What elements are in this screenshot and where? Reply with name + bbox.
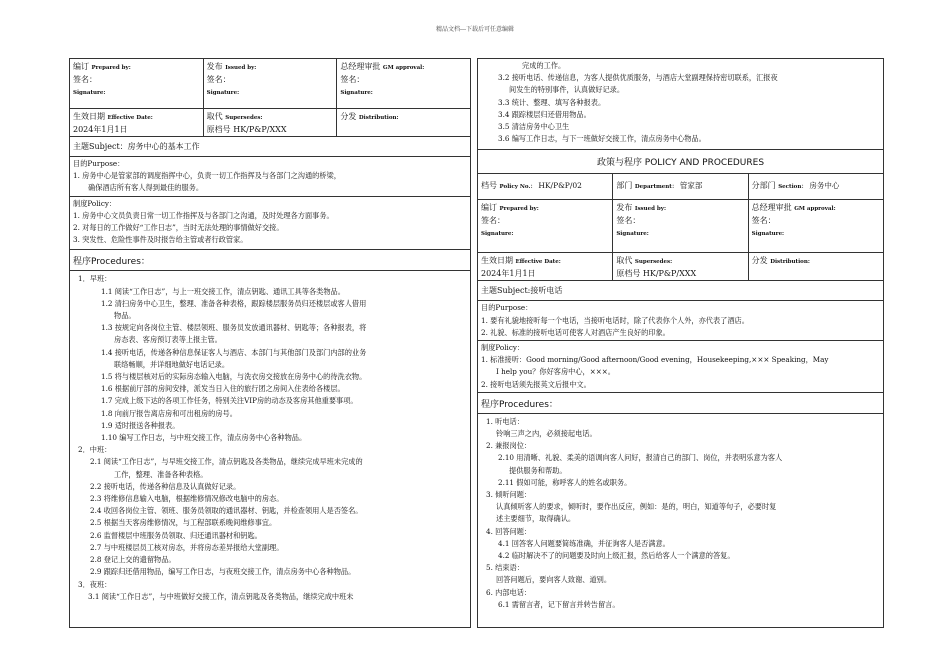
procedure-line: 2.7 与中班楼层员工核对房态，并将房态差异报给大堂副理。 [90,542,284,552]
procedure-line: 2.6 监督楼层中班服务员领取、归还通讯器材和钥匙。 [90,530,262,540]
section-cell: 分部门 Section： 房务中心 [751,181,840,191]
procedure-line: 3．夜班： [78,579,112,589]
procedure-line: 1.6 根据前厅部的房间安排，派发当日入住的旅行团之房间入住表给各楼层。 [101,384,345,394]
procedure-line: 2.5 根据当天客房维修情况，与工程部联系晚间维修事宜。 [90,518,277,528]
procedure-line: 4.2 临时解决不了的问题要及时向上级汇报，然后给客人一个满意的答复。 [498,551,735,561]
procedure-line: 5. 结束语： [486,563,524,573]
right-document-page [477,58,884,628]
procedure-line: 1.5 将与楼层核对后的实际房态输入电脑，与洗衣房交接放在房务中心的待洗衣物。 [101,372,367,382]
issued-by-cell: 发布 Issued by: 签名： Signature: [204,59,338,108]
policy-section: 制度Policy： 1. 标准接听：Good morning/Good afternoon/Good evening，Housekeeping,××× Speaking，May I help you？你好客房中心，×××。 2. 接听电话须先报英文后报中文。 [478,341,883,393]
procedure-line: 2.11 假如可能，称呼客人的姓名或职务。 [498,477,632,487]
policy-section: 制度Policy： 1. 房务中心文员负责日常一切工作指挥及与各部门之沟通，及时处理各方面事务。 2. 对每日的工作做好“工作日志”，当时无法处理的事情做好交接。 3. 突发性、危险性事件及时报告给主管或者行政管家。 [70,197,470,251]
procedure-line: 3.5 清洁房务中心卫生 [498,122,570,132]
procedure-line: 3. 倾听问题： [486,490,532,500]
procedure-line: 1.1 阅读“工作日志”，与上一班交接工作，清点钥匙、通讯工具等各类物品。 [101,286,345,296]
prepared-by-cell: 编订 Prepared by: 签名： Signature: [70,59,204,108]
purpose-section: 目的Purpose： 1. 房务中心是管家部的调度指挥中心，负责一切工作指挥及与各部门之沟通的桥梁， 确保酒店所有客人得到最佳的服务。 [70,157,470,197]
effective-date-cell: 生效日期 Effective Date: 2024年1月1日 [478,253,613,280]
date-row [70,109,470,137]
procedures-list [478,414,883,611]
procedure-line: 提供服务和帮助。 [509,465,567,475]
procedure-line: 4.1 回答客人问题要简练准确，并征询客人是否满意。 [498,538,670,548]
gm-approval-cell: 总经理审批 GM approval: 签名： Signature: [751,203,836,238]
procedure-line: 2.1 阅读“工作日志”，与早班交接工作，清点钥匙及各类物品，继续完成早班未完成的 [90,457,363,467]
procedure-line: 2.2 接听电话，传递各种信息及认真做好记录。 [90,481,241,491]
procedure-line: 2.10 用清晰、礼貌、柔美的语调向客人问好，报清自己的部门、岗位，并表明乐意为客人 [498,453,783,463]
procedure-line: 1.10 编写工作日志，与中班交接工作，清点房务中心各种物品。 [101,433,307,443]
procedures-heading: 程序Procedures： [70,250,470,271]
procedure-line: 完成的工作。 [522,61,566,70]
procedure-line: 1.8 向前厅报告离店房和可出租房的房号。 [101,408,237,418]
approval-row [478,200,883,253]
procedure-line: 2. 兼报岗位： [486,441,532,451]
distribution-cell: 分发 Distribution: [751,256,810,266]
procedure-line: 1.2 清扫房务中心卫生，整理、准备各种表格，跟踪楼层服务员归还楼层或客人借用 [101,298,367,308]
prepared-by-cell: 编订 Prepared by: 签名： Signature: [478,200,613,252]
left-document-page [69,58,471,628]
procedure-line: 6.1 需留言者，记下留言并转告留言。 [498,599,620,609]
procedure-line: 6. 内部电话： [486,587,532,597]
procedure-line: 1.9 适时报送各种报表。 [101,420,180,430]
procedure-line: 认真倾听客人的要求，倾听时，要作出反应，例如：是的，明白，知道等句子，必要时复 [496,502,777,512]
procedure-line: 述主要细节，取得确认。 [496,514,576,524]
procedure-line: 1.4 接听电话，传递各种信息保证客人与酒店、本部门与其他部门及部门内部的业务 [101,347,367,357]
procedure-line: 1. 听电话： [486,416,524,426]
continued-procedures [478,59,883,150]
procedure-line: 1．早班： [78,274,112,284]
procedure-line: 2.3 将维修信息输入电脑，根据维修情况修改电脑中的房态。 [90,494,284,504]
procedure-line: 3.3 统计、整理、填写各种报表。 [498,97,606,107]
subject-line: 主题Subject:接听电话 [478,281,883,301]
approval-row [70,59,470,109]
procedure-line: 1.7 完成上级下达的各项工作任务，特别关注VIP房的动态及客房其他重要事项。 [101,396,358,406]
date-row [478,253,883,281]
supersedes-cell: 取代 Supersedes: 原档号 HK/P&P/XXX [613,253,748,280]
procedure-line: 2．中班： [78,445,112,455]
procedure-line: 3.4 跟踪楼层归还借用物品。 [498,109,591,119]
policy-no-cell: 档号 Policy No.： HK/P&P/02 [478,174,613,199]
procedure-line: 4. 回答问题： [486,526,532,536]
procedure-line: 间发生的特别事件，认真做好记录。 [509,85,625,95]
issued-by-cell: 发布 Issued by: 签名： Signature: [613,200,748,252]
procedure-line: 2.8 登记上交的遗留物品。 [90,555,176,565]
procedure-line: 物品。 [114,311,136,321]
procedure-line: 1.3 按规定向各岗位主管、楼层领班、服务员发放通讯器材、钥匙等；各种报表，将 [101,323,367,333]
procedure-line: 2.4 收回各岗位主管、领班、服务员领取的通讯器材、钥匙，并检查领用人是否签名。 [90,506,363,516]
file-info-row [478,174,883,200]
procedure-line: 3.6 编写工作日志，与下一班做好交接工作，清点房务中心物品。 [498,134,706,144]
procedures-heading: 程序Procedures： [478,393,883,414]
procedure-line: 联络畅顺，并详细地做好电话记录。 [114,359,230,369]
policy-title: 政策与程序 POLICY AND PROCEDURES [478,150,883,174]
purpose-section: 目的Purpose： 1. 要有礼貌地接听每一个电话，当接听电话时，除了代表你个人外，亦代表了酒店。 2. 礼貌、标准的接听电话可使客人对酒店产生良好的印象。 [478,301,883,341]
procedure-line: 2.9 跟踪归还借用物品，编写工作日志，与夜班交接工作，清点房务中心各种物品。 [90,567,356,577]
procedure-line: 3.1 阅读“工作日志”，与中班做好交接工作，清点钥匙及各类物品，继续完成中班未 [88,591,354,601]
effective-date-cell: 生效日期 Effective Date: 2024年1月1日 [70,109,204,136]
procedure-line: 工作，整理、准备各种表格。 [114,469,208,479]
procedure-line: 铃响三声之内，必须接起电话。 [496,429,597,439]
procedure-line: 3.2 接听电话、传递信息，为客人提供优质服务，与酒店大堂副理保持密切联系，汇报夜 [498,73,778,83]
department-cell: 部门 Department： 管家部 [613,174,748,199]
watermark: 精品文档---下载后可任意编辑 [435,26,515,33]
distribution-cell: 分发 Distribution: [340,112,399,121]
procedure-line: 房态表、客房预订表等上报主管。 [114,335,222,345]
procedure-line: 回答问题后，要向客人致谢、道别。 [496,575,612,585]
gm-approval-cell: 总经理审批 GM approval: 签名： Signature: [340,62,425,96]
procedures-list [70,271,470,602]
subject-line: 主题Subject：房务中心的基本工作 [70,137,470,157]
supersedes-cell: 取代 Supersedes: 原档号 HK/P&P/XXX [204,109,338,136]
